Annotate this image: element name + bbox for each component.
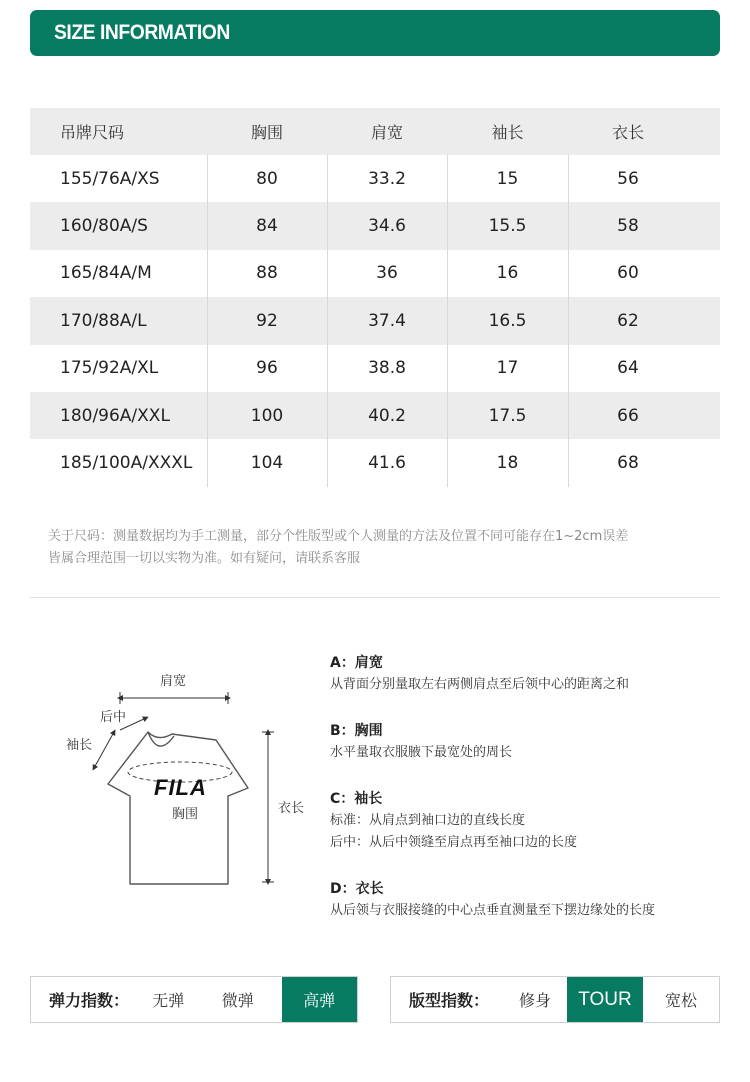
definition-title: C：袖长 <box>330 791 383 807</box>
table-cell: 165/84A/M <box>60 263 152 284</box>
table-cell: 160/80A/S <box>60 216 148 237</box>
definition-text: 从背面分别量取左右两侧肩点至后领中心的距离之和 <box>330 677 630 692</box>
fit-index <box>390 976 720 1023</box>
size-note <box>48 526 728 570</box>
definition-text: 从后领与衣服接缝的中心点垂直测量至下摆边缘处的长度 <box>330 903 656 918</box>
section-divider <box>30 597 720 598</box>
table-cell: 15 <box>496 168 519 189</box>
column-header: 肩宽 <box>370 123 403 142</box>
table-row <box>30 202 720 249</box>
table-row <box>30 439 720 486</box>
definition-text: 标准：从肩点到袖口边的直线长度 <box>330 813 526 828</box>
table-row <box>30 155 720 202</box>
chest-label: 胸围 <box>172 807 199 822</box>
column-header: 衣长 <box>611 123 644 142</box>
elasticity-option-high[interactable]: 高弹 <box>282 977 358 1022</box>
table-cell: 56 <box>617 168 639 189</box>
definition-sleeve <box>330 788 730 878</box>
table-header-row <box>30 108 720 155</box>
column-header: 吊牌尺码 <box>60 123 125 142</box>
table-cell: 68 <box>617 453 639 474</box>
elasticity-option-slight[interactable]: 微弹 <box>221 991 254 1010</box>
length-label: 衣长 <box>278 801 305 816</box>
table-cell: 88 <box>256 263 278 284</box>
table-cell: 80 <box>256 168 278 189</box>
table-cell: 62 <box>617 310 639 331</box>
table-cell: 17.5 <box>488 405 527 426</box>
fit-option-slim[interactable]: 修身 <box>518 991 551 1010</box>
definition-chest <box>330 720 730 788</box>
table-cell: 180/96A/XXL <box>60 405 170 426</box>
column-header: 胸围 <box>250 123 283 142</box>
definition-title: A：肩宽 <box>330 655 383 671</box>
column-divider <box>568 155 569 487</box>
table-cell: 170/88A/L <box>60 310 147 331</box>
table-cell: 41.6 <box>368 453 406 474</box>
table-cell: 96 <box>256 358 278 379</box>
fila-logo: FILA <box>154 775 207 800</box>
table-cell: 40.2 <box>368 405 406 426</box>
back-center-label: 后中 <box>100 710 127 725</box>
sleeve-label: 袖长 <box>66 738 93 753</box>
fit-option-loose[interactable]: 宽松 <box>664 991 697 1010</box>
table-cell: 16.5 <box>488 310 527 331</box>
elasticity-index <box>30 976 358 1023</box>
table-row <box>30 345 720 392</box>
table-cell: 58 <box>617 216 639 237</box>
definition-text: 水平量取衣服腋下最宽处的周长 <box>330 745 513 760</box>
shoulder-label: 肩宽 <box>160 674 187 689</box>
table-cell: 34.6 <box>368 216 406 237</box>
table-cell: 64 <box>617 358 639 379</box>
table-cell: 155/76A/XS <box>60 168 160 189</box>
measurement-definitions <box>330 652 730 922</box>
table-row <box>30 392 720 439</box>
table-cell: 92 <box>256 310 278 331</box>
table-cell: 185/100A/XXXL <box>60 453 193 474</box>
table-cell: 37.4 <box>368 310 406 331</box>
definition-title: D：衣长 <box>330 881 384 897</box>
table-cell: 66 <box>617 405 639 426</box>
table-cell: 38.8 <box>368 358 406 379</box>
fit-label: 版型指数： <box>409 991 490 1010</box>
column-divider <box>207 155 208 487</box>
table-row <box>30 297 720 344</box>
column-divider <box>327 155 328 487</box>
definition-title: B：胸围 <box>330 723 383 739</box>
header-title: SIZE INFORMATION <box>54 21 230 44</box>
table-cell: 175/92A/XL <box>60 358 159 379</box>
definition-shoulder <box>330 652 730 720</box>
size-info-header <box>30 10 720 56</box>
elasticity-label: 弹力指数： <box>49 991 130 1010</box>
table-cell: 33.2 <box>368 168 406 189</box>
table-cell: 36 <box>376 263 398 284</box>
column-header: 袖长 <box>491 123 524 142</box>
table-cell: 18 <box>496 453 519 474</box>
tshirt-diagram <box>50 660 330 900</box>
size-table <box>30 108 720 487</box>
definition-length <box>330 878 730 922</box>
table-cell: 84 <box>256 216 278 237</box>
note-line: 皆属合理范围一切以实物为准。如有疑问，请联系客服 <box>48 551 361 566</box>
column-divider <box>447 155 448 487</box>
definition-text: 后中：从后中领缝至肩点再至袖口边的长度 <box>330 835 578 850</box>
table-cell: 100 <box>250 405 284 426</box>
elasticity-option-none[interactable]: 无弹 <box>152 991 185 1010</box>
fit-option-tour[interactable]: TOUR <box>567 977 643 1022</box>
table-row <box>30 250 720 297</box>
table-cell: 60 <box>617 263 639 284</box>
table-cell: 17 <box>496 358 519 379</box>
table-cell: 104 <box>250 453 284 474</box>
table-cell: 16 <box>496 263 519 284</box>
table-cell: 15.5 <box>488 216 527 237</box>
note-line: 关于尺码：测量数据均为手工测量，部分个性版型或个人测量的方法及位置不同可能存在1~2cm误差 <box>48 529 629 544</box>
